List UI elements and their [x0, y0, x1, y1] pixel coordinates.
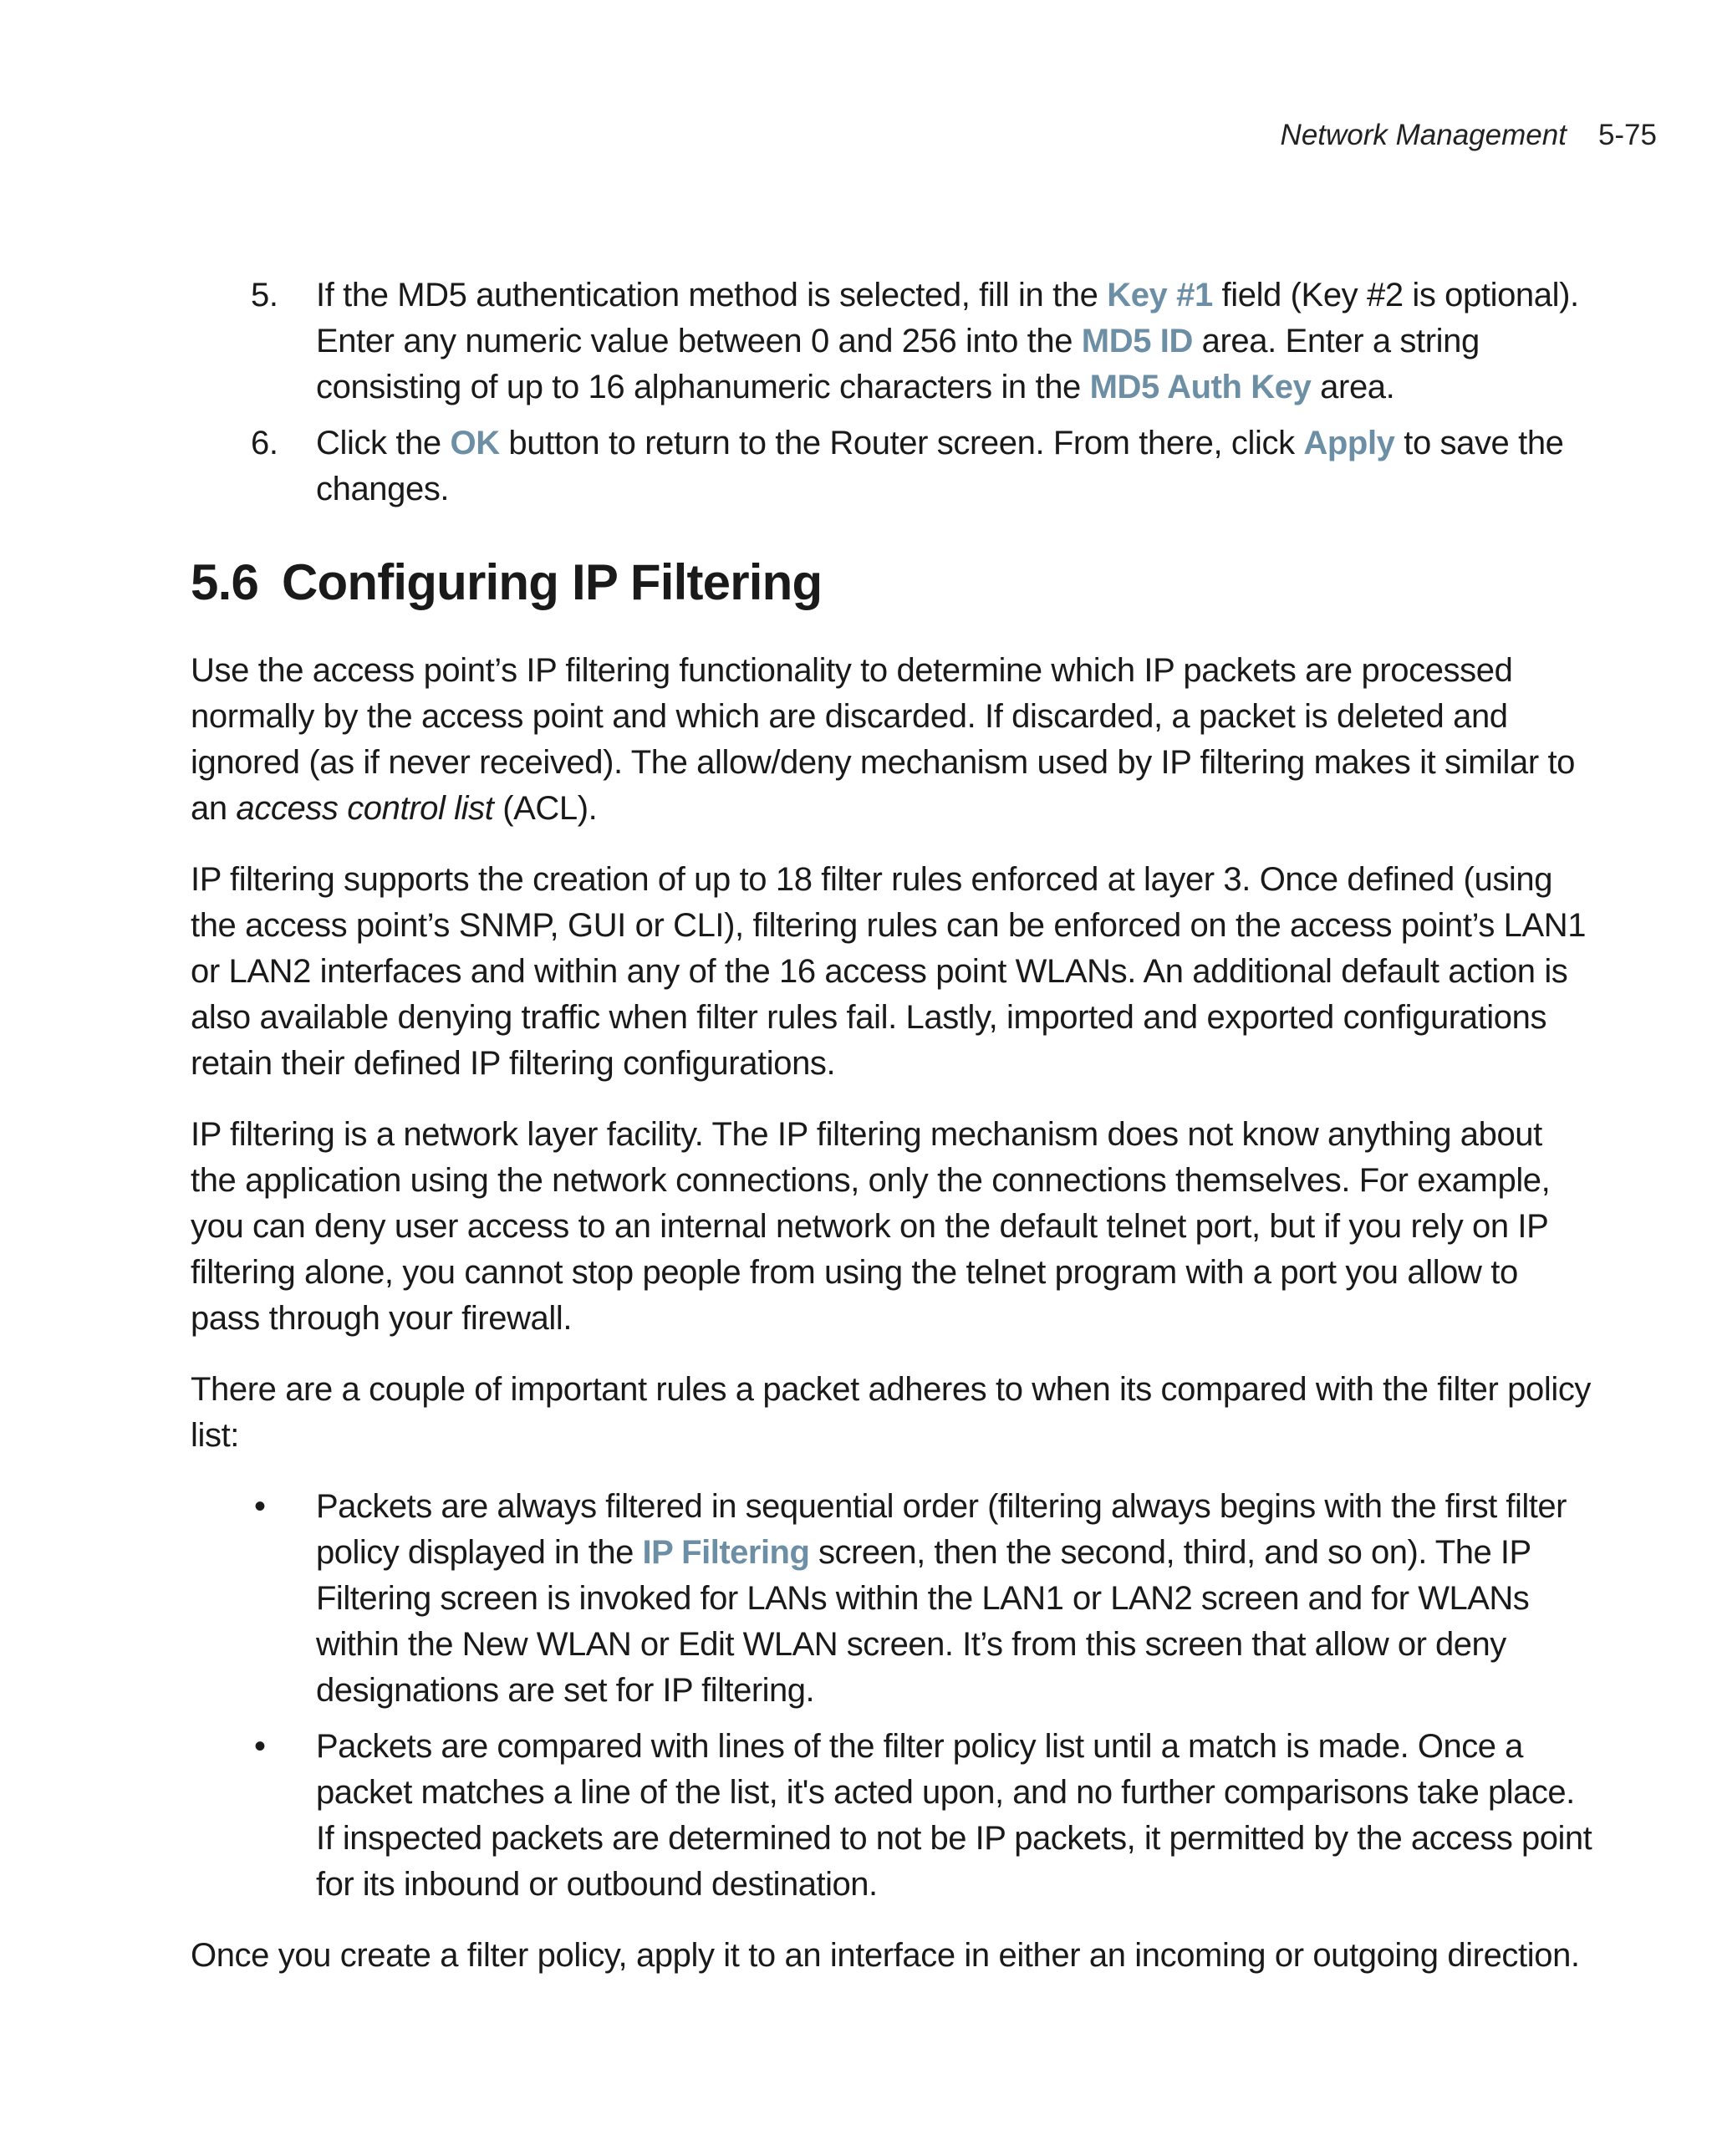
paragraph-intro: [191, 648, 1595, 832]
keyword-ip-filtering: IP Filtering: [642, 1534, 810, 1571]
paragraph-text: (ACL).: [493, 790, 598, 827]
bullet-text: Packets are compared with lines of the filter policy list until a match is made. Once a packet matches a line of the list, it's acted upon, and no further comparisons take place. If inspected packets are determined to not be IP packets, it permitted by the access point for its inbound or outbound destination.: [316, 1728, 1592, 1903]
term-acl: access control list: [236, 790, 494, 827]
bullet-icon: •: [254, 1728, 266, 1765]
step-text: If the MD5 authentication method is selected, fill in the: [316, 277, 1108, 313]
section-number: 5.6: [191, 554, 259, 610]
bullet-icon: •: [254, 1488, 266, 1525]
keyword-md5-id: MD5 ID: [1081, 323, 1193, 359]
paragraph-network-layer: IP filtering is a network layer facility. The IP filtering mechanism does not know anything about the application using the network connections, only the connections themselves. For example, you can deny user access to an internal network on the default telnet port, but if you rely on IP filtering alone, you cannot stop people from using the telnet program with a port you allow to pass through your firewall.: [191, 1116, 1551, 1337]
bullet-list: [191, 1484, 1595, 1908]
step-text: button to return to the Router screen. From there, click: [499, 425, 1304, 461]
step-text: area.: [1311, 369, 1395, 405]
header-page-number: 5-75: [1597, 119, 1657, 151]
paragraph-rules: IP filtering supports the creation of up to 18 filter rules enforced at layer 3. Once defined (using the access point’s SNMP, GUI or CLI), filtering rules can be enforced on the access point’s LAN1 or LAN2 interfaces and within any of the 16 access point WLANs. An additional default action is also available denying traffic when filter rules fail. Lastly, imported and exported configurations retain their defined IP filtering configurations.: [191, 861, 1587, 1082]
running-header: [1281, 115, 1657, 155]
paragraph-text: Use the access point’s IP filtering functionality to determine which IP packets are processed normally by the access point and which are discarded. If discarded, a packet is deleted and ignored (as if never received). The allow/deny mechanism used by IP filtering makes it similar to an: [191, 652, 1576, 827]
keyword-ok: OK: [450, 425, 500, 461]
step-text: field (Key #2 is optional). Enter any numeric value between 0 and 256 into the: [316, 277, 1579, 359]
bullet-text: Packets are always filtered in sequential order (filtering always begins with the first filter policy displayed in the: [316, 1488, 1567, 1571]
keyword-key1: Key #1: [1107, 277, 1213, 313]
paragraph-apply-policy: Once you create a filter policy, apply it to an interface in either an incoming or outgoing direction.: [191, 1937, 1580, 1974]
step-number: 5.: [251, 277, 278, 313]
keyword-apply: Apply: [1303, 425, 1395, 461]
bullet-text: screen, then the second, third, and so on). The IP Filtering screen is invoked for LANs within the LAN1 or LAN2 screen and for WLANs within the New WLAN or Edit WLAN screen. It’s from this screen that allow or deny designations are set for IP filtering.: [316, 1534, 1531, 1709]
step-text: Click the: [316, 425, 451, 461]
numbered-steps: [191, 273, 1595, 512]
step-text: area. Enter a string consisting of up to 16 alphanumeric characters in the: [316, 323, 1480, 405]
section-heading: [191, 553, 1595, 613]
section-title: Configuring IP Filtering: [282, 554, 823, 610]
page-content: [191, 273, 1595, 2004]
bullet-item-sequential: [191, 1484, 1595, 1714]
step-number: 6.: [251, 425, 278, 461]
bullet-item-compare: [191, 1724, 1595, 1908]
step-text: to save the changes.: [316, 425, 1564, 507]
header-section-title: Network Management: [1280, 119, 1567, 151]
paragraph-packet-rules: There are a couple of important rules a packet adheres to when its compared with the filter policy list:: [191, 1371, 1592, 1454]
step-5: [191, 273, 1595, 410]
keyword-md5-auth-key: MD5 Auth Key: [1089, 369, 1312, 405]
step-6: [191, 420, 1595, 512]
